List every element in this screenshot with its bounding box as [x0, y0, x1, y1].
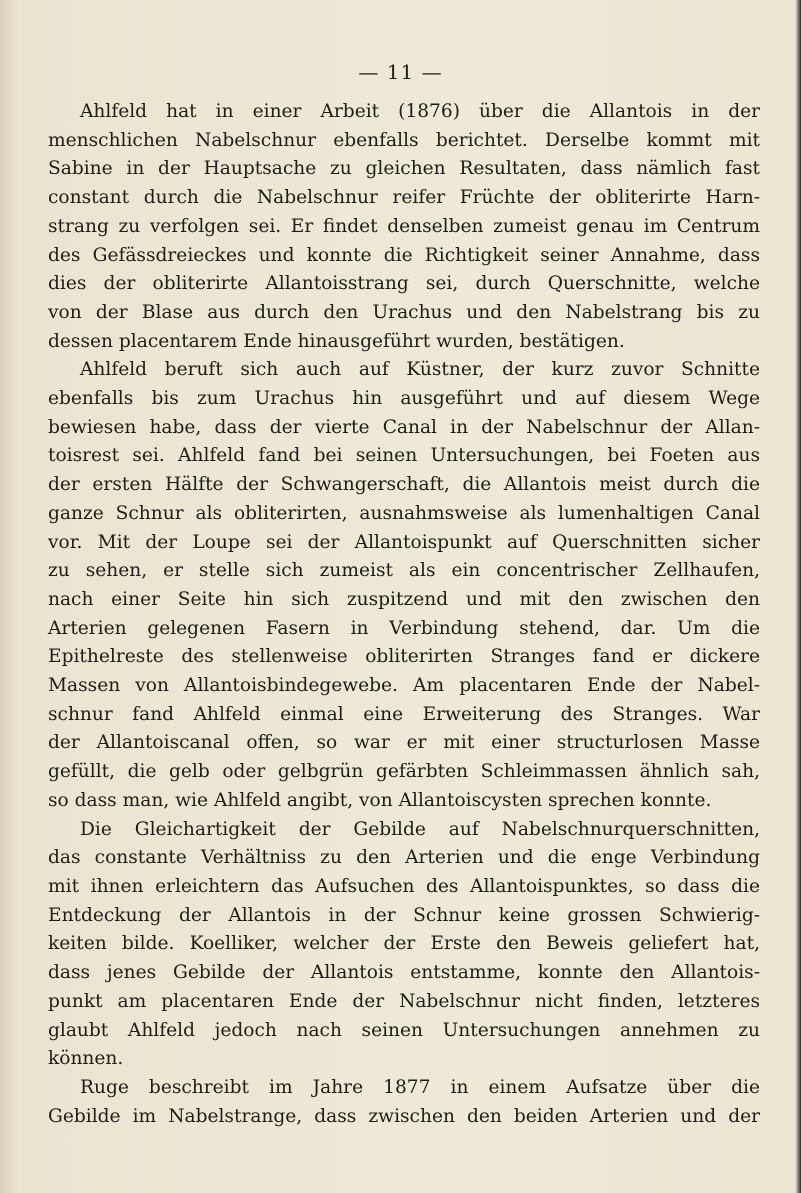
text-line: Epithelreste des stellenweise obliterirten Stranges fand er dickere: [48, 646, 760, 668]
page-number: — 11 —: [358, 60, 443, 84]
text-line: so dass man, wie Ahlfeld angibt, von Allantoiscysten sprechen konnte.: [48, 789, 712, 811]
text-line: schnur fand Ahlfeld einmal eine Erweiterung des Stranges. War: [48, 703, 760, 725]
text-line: dies der obliterirte Allantoisstrang sei, durch Querschnitte, welche: [48, 273, 760, 295]
text-line: Sabine in der Hauptsache zu gleichen Resultaten, dass nämlich fast: [48, 158, 760, 180]
text-line: dass jenes Gebilde der Allantois entstamme, konnte den Allantois-: [48, 962, 760, 984]
text-line: ganze Schnur als obliterirten, ausnahmsweise als lumenhaltigen Canal: [48, 502, 760, 524]
text-line: Ahlfeld beruft sich auch auf Küstner, der kurz zuvor Schnitte: [80, 359, 760, 381]
text-line: der ersten Hälfte der Schwangerschaft, die Allantois meist durch die: [48, 474, 760, 496]
page-edge-shadow: [795, 0, 801, 1193]
text-line: keiten bilde. Koelliker, welcher der Erste den Beweis geliefert hat,: [48, 933, 760, 955]
text-line: der Allantoiscanal offen, so war er mit einer structurlosen Masse: [48, 732, 760, 754]
paragraph: [48, 1074, 760, 1131]
text-line: zu sehen, er stelle sich zumeist als ein concentrischer Zellhaufen,: [48, 560, 760, 582]
text-line: Massen von Allantoisbindegewebe. Am placentaren Ende der Nabel-: [48, 675, 760, 697]
text-line: gefüllt, die gelb oder gelbgrün gefärbten Schleimmassen ähnlich sah,: [48, 761, 760, 783]
text-line: ebenfalls bis zum Urachus hin ausgeführt und auf diesem Wege: [48, 388, 760, 410]
text-line: des Gefässdreieckes und konnte die Richtigkeit seiner Annahme, dass: [48, 244, 760, 266]
body-text: [48, 98, 760, 1131]
text-line: das constante Verhältniss zu den Arterien und die enge Verbindung: [48, 847, 760, 869]
paragraph: [48, 356, 760, 815]
text-line: constant durch die Nabelschnur reifer Früchte der obliterirte Harn-: [48, 187, 760, 209]
text-line: dessen placentarem Ende hinausgeführt wurden, bestätigen.: [48, 330, 625, 352]
text-line: Gebilde im Nabelstrange, dass zwischen den beiden Arterien und der: [48, 1105, 760, 1127]
text-line: können.: [48, 1048, 124, 1070]
text-line: nach einer Seite hin sich zuspitzend und mit den zwischen den: [48, 588, 760, 610]
text-line: Entdeckung der Allantois in der Schnur keine grossen Schwierig-: [48, 904, 760, 926]
text-line: glaubt Ahlfeld jedoch nach seinen Untersuchungen annehmen zu: [48, 1019, 760, 1041]
text-line: menschlichen Nabelschnur ebenfalls berichtet. Derselbe kommt mit: [48, 129, 760, 151]
paragraph: [48, 816, 760, 1074]
text-line: Ahlfeld hat in einer Arbeit (1876) über die Allantois in der: [80, 101, 760, 122]
text-line: strang zu verfolgen sei. Er findet denselben zumeist genau im Centrum: [48, 215, 760, 237]
paragraph: [48, 98, 760, 356]
text-line: von der Blase aus durch den Urachus und den Nabelstrang bis zu: [48, 301, 760, 323]
text-line: Arterien gelegenen Fasern in Verbindung stehend, dar. Um die: [48, 617, 760, 639]
text-line: Ruge beschreibt im Jahre 1877 in einem Aufsatze über die: [80, 1076, 760, 1098]
text-line: Die Gleichartigkeit der Gebilde auf Nabelschnurquerschnitten,: [80, 818, 760, 840]
text-line: toisrest sei. Ahlfeld fand bei seinen Untersuchungen, bei Foeten aus: [48, 445, 760, 467]
text-line: vor. Mit der Loupe sei der Allantoispunkt auf Querschnitten sicher: [48, 531, 760, 553]
text-line: mit ihnen erleichtern das Aufsuchen des Allantoispunktes, so dass die: [48, 875, 760, 897]
text-line: punkt am placentaren Ende der Nabelschnur nicht finden, letzteres: [48, 990, 760, 1012]
text-line: bewiesen habe, dass der vierte Canal in der Nabelschnur der Allan-: [48, 416, 760, 438]
